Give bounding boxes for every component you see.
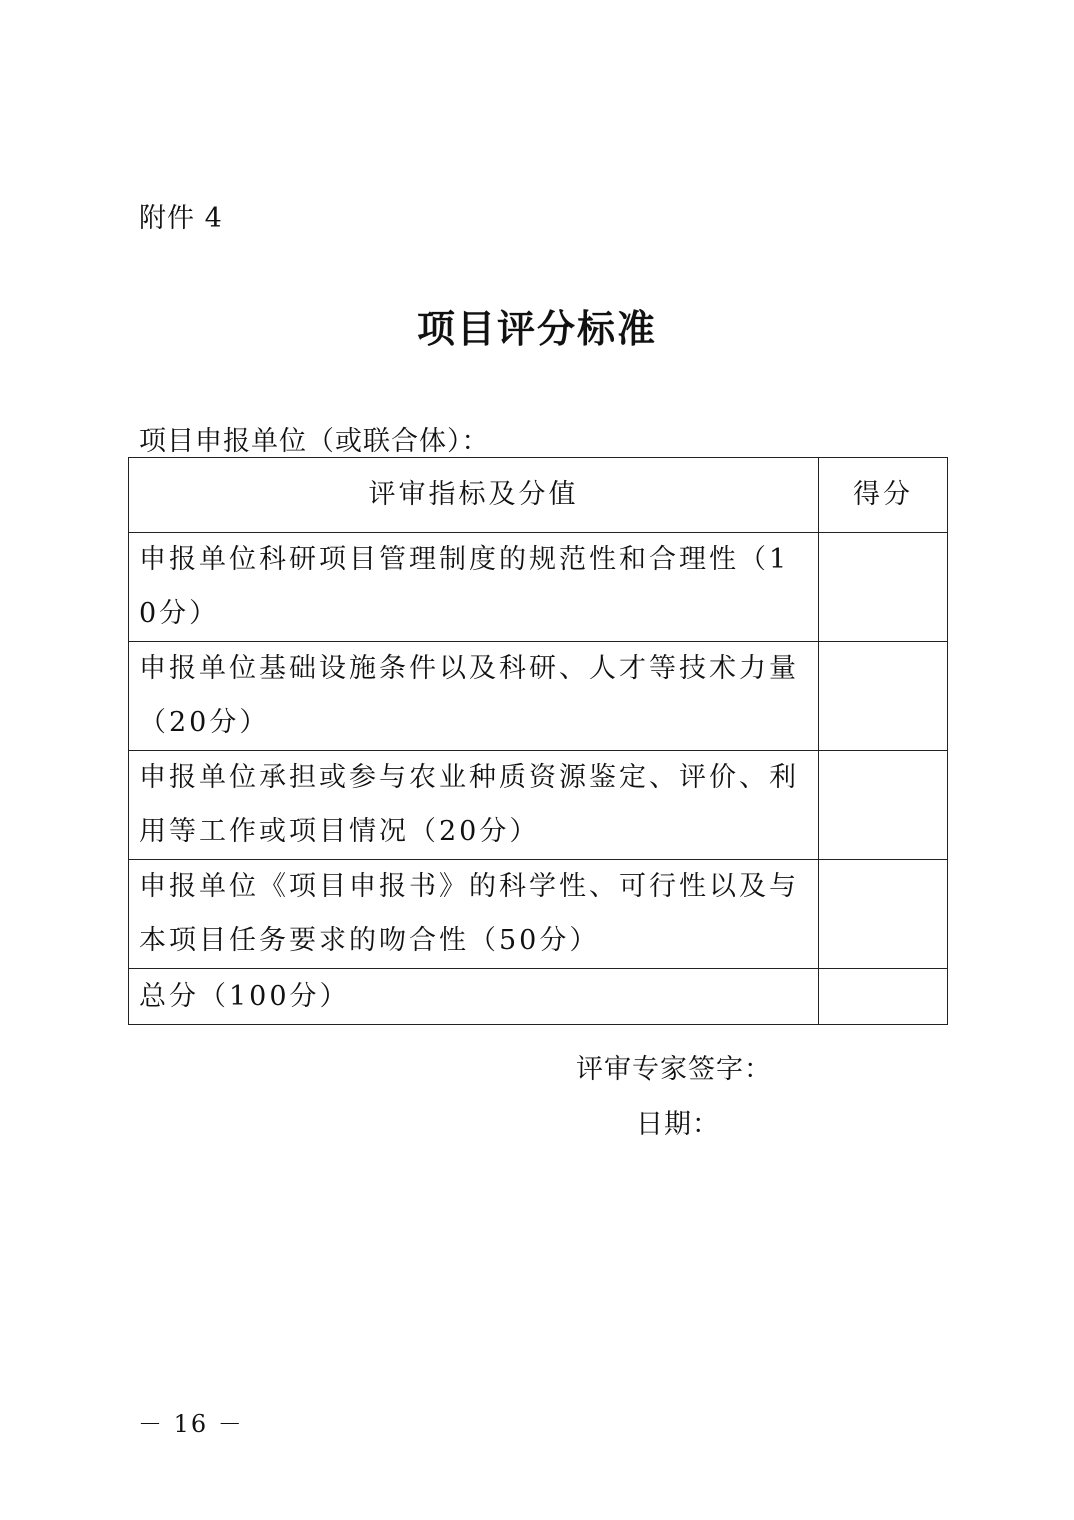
table-row — [129, 642, 948, 751]
table-row — [129, 533, 948, 642]
page-title: 项目评分标准 — [416, 306, 657, 351]
expert-signature-label: 评审专家签字： — [576, 1054, 772, 1085]
score-cell[interactable] — [819, 751, 948, 860]
applicant-unit-label: 项目申报单位（或联合体）： — [139, 426, 490, 457]
attachment-label: 附件 4 — [139, 203, 223, 234]
scoring-table — [128, 457, 948, 1025]
table-header-row — [129, 458, 948, 533]
criteria-cell: 申报单位承担或参与农业种质资源鉴定、评价、利用等工作或项目情况（20分） — [129, 751, 819, 860]
criteria-cell: 申报单位科研项目管理制度的规范性和合理性（10分） — [129, 533, 819, 642]
criteria-header: 评审指标及分值 — [129, 458, 819, 533]
score-cell[interactable] — [819, 533, 948, 642]
score-header: 得分 — [819, 458, 948, 533]
total-label: 总分（100分） — [129, 969, 819, 1025]
criteria-cell: 申报单位基础设施条件以及科研、人才等技术力量（20分） — [129, 642, 819, 751]
total-row — [129, 969, 948, 1025]
table-row — [129, 860, 948, 969]
total-score-cell[interactable] — [819, 969, 948, 1025]
date-label: 日期： — [636, 1109, 720, 1140]
score-cell[interactable] — [819, 860, 948, 969]
score-cell[interactable] — [819, 642, 948, 751]
table-row — [129, 751, 948, 860]
page-number: － 16 － — [138, 1410, 244, 1438]
criteria-cell: 申报单位《项目申报书》的科学性、可行性以及与本项目任务要求的吻合性（50分） — [129, 860, 819, 969]
